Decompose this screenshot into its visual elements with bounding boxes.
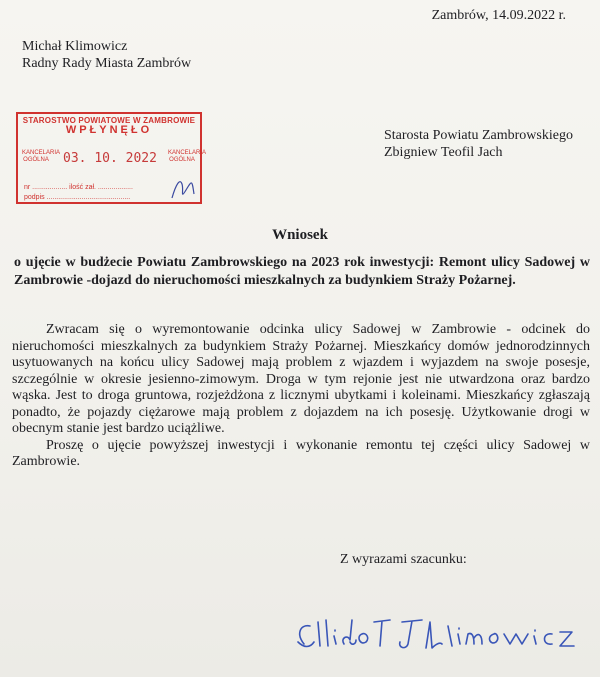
recipient-name: Zbigniew Teofil Jach	[384, 145, 503, 160]
stamp-initials-scribble	[168, 174, 198, 204]
stamp-left-label: KANCELARIA OGÓLNA	[22, 150, 61, 163]
letter-subject: o ujęcie w budżecie Powiatu Zambrowskiego na 2023 rok inwestycji: Remont ulicy Sadowej w Zambrowie -dojazd do nieruchomości mieszkalnych za budynkiem Straży Pożarnej.	[14, 255, 590, 288]
recipient-block	[384, 127, 573, 161]
stamp-signature-line: podpis ...........................................	[24, 194, 131, 201]
stamp-date-row	[22, 150, 207, 170]
body-paragraph: Zwracam się o wyremontowanie odcinka ulicy Sadowej w Zambrowie - odcinek do nieruchomości mieszkalnych za budynkiem Straży Pożarnej. Mieszkańcy domów jednorodzinnych usytuowanych na końcu ulicy Sadowej mają problem z wjazdem i wyjazdem na swoje posesje, szczególnie w okresie jesienno-zimowym. Droga w tym rejonie jest nie utwardzona oraz bardzo wąska. Jest to droga gruntowa, rozjeżdżona z licznymi ubytkami i koleinami. Mieszkańcy zgłaszają ponadto, że pojazdy ciężarowe mają problem z dojazdem na ich posesję. Użytkowanie drogi w obecnym stanie jest bardzo uciążliwe.	[12, 322, 590, 436]
body-paragraph: Proszę o ujęcie powyższej inwestycji i wykonanie remontu tej części ulicy Sadowej w Zambrowie.	[12, 437, 590, 469]
sender-name: Michał Klimowicz	[22, 39, 128, 54]
stamp-right-label: KANCELARIA OGÓLNA	[168, 150, 207, 163]
sender-block	[22, 38, 191, 72]
handwritten-signature	[290, 604, 590, 664]
place-date: Zambrów, 14.09.2022 r.	[431, 8, 566, 23]
stamp-received: WPŁYNĘŁO	[65, 124, 153, 136]
letter-body	[12, 322, 590, 471]
received-stamp	[16, 112, 207, 204]
stamp-date: 03. 10. 2022	[63, 151, 157, 166]
closing-phrase: Z wyrazami szacunku:	[340, 552, 467, 567]
sender-role: Radny Rady Miasta Zambrów	[22, 56, 192, 71]
letter-title: Wniosek	[272, 227, 328, 243]
recipient-role: Starosta Powiatu Zambrowskiego	[384, 128, 573, 143]
stamp-number-line: nr .................. ilość zał. ..................	[24, 184, 133, 191]
stamp-office: STAROSTWO POWIATOWE W ZAMBROWIE	[22, 116, 196, 125]
